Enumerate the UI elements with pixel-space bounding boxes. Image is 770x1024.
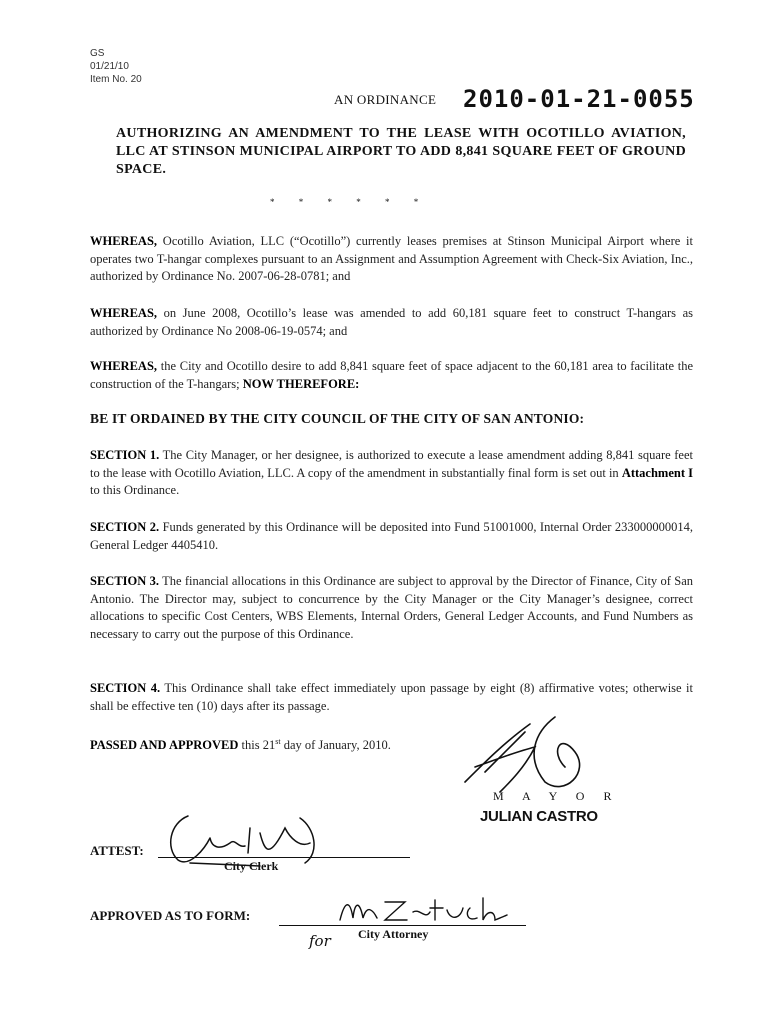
section-text: The financial allocations in this Ordinance are subject to approval by the Director of Finance, City of San Antonio. The Director may, subject to concurrence by the City Manager or the City Manager’s designee, correct allocations to specific Cost Centers, WBS Elements, Internal Orders, General Ledger Accounts, and Fund Numbers as necessary to carry out the purpose of this Ordinance. bbox=[90, 574, 693, 641]
whereas-text: Ocotillo Aviation, LLC (“Ocotillo”) currently leases premises at Stinson Municipal Airport where it operates two T-hangar complexes pursuant to an Assignment and Assumption Agreement with Check-Six Aviation, Inc., authorized by Ordinance No. 2007-06-28-0781; and bbox=[90, 234, 693, 283]
section-4 bbox=[90, 680, 693, 715]
ordinance-title: AUTHORIZING AN AMENDMENT TO THE LEASE WITH OCOTILLO AVIATION, LLC AT STINSON MUNICIPAL AIRPORT TO ADD 8,841 SQUARE FEET OF GROUND SPACE. bbox=[116, 126, 686, 177]
separator-stars: * * * * * * bbox=[270, 197, 419, 207]
section-text: The City Manager, or her designee, is authorized to execute a lease amendment adding 8,841 square feet to the lease with Ocotillo Aviation, LLC. A copy of the amendment in substantially final form is set out in bbox=[90, 448, 693, 480]
passed-text: this 21 bbox=[238, 738, 276, 753]
whereas-lead: WHEREAS, bbox=[90, 306, 158, 320]
section-text: Funds generated by this Ordinance will be deposited into Fund 51001000, Internal Order 233000000014, General Ledger 4405410. bbox=[90, 520, 694, 552]
city-clerk-signature bbox=[150, 808, 330, 888]
meta-item-number: Item No. 20 bbox=[90, 74, 142, 85]
section-3 bbox=[90, 573, 693, 643]
ordinance-number: 2010-01-21-0055 bbox=[463, 85, 695, 113]
whereas-text: on June 2008, Ocotillo’s lease was amended to add 60,181 square feet to construct T-hangars as authorized by Ordinance No 2008-06-19-0574; and bbox=[90, 306, 693, 338]
mayor-label: M A Y O R bbox=[493, 789, 613, 803]
meta-date: 01/21/10 bbox=[90, 61, 129, 72]
now-therefore: NOW THEREFORE: bbox=[239, 376, 360, 391]
section-1 bbox=[90, 447, 693, 500]
approved-as-to-form-label: APPROVED AS TO FORM: bbox=[90, 908, 251, 923]
section-text: This Ordinance shall take effect immediately upon passage by eight (8) affirmative votes; otherwise it shall be effective ten (10) days after its passage. bbox=[90, 681, 693, 713]
section-lead: SECTION 4. bbox=[90, 681, 161, 695]
whereas-paragraph-3 bbox=[90, 358, 693, 393]
passed-date-text: day of January, 2010. bbox=[280, 738, 391, 753]
section-lead: SECTION 3. bbox=[90, 574, 159, 588]
whereas-lead: WHEREAS, bbox=[90, 359, 158, 373]
whereas-lead: WHEREAS, bbox=[90, 234, 158, 248]
whereas-text: the City and Ocotillo desire to add 8,841 square feet of space adjacent to the 60,181 area to facilitate the construction of the T-hangars; bbox=[90, 359, 693, 391]
passed-lead: PASSED AND APPROVED bbox=[90, 738, 239, 753]
meta-initials: GS bbox=[90, 48, 105, 59]
passed-and-approved bbox=[90, 733, 510, 755]
attest-label: ATTEST: bbox=[90, 843, 144, 858]
date-superscript: st bbox=[275, 737, 281, 746]
whereas-paragraph-1 bbox=[90, 233, 693, 286]
for-handwritten: for bbox=[309, 932, 331, 950]
mayor-name: JULIAN CASTRO bbox=[480, 808, 598, 825]
city-attorney-signature bbox=[335, 890, 510, 930]
attachment-reference: Attachment I bbox=[621, 465, 693, 480]
ordain-heading: BE IT ORDAINED BY THE CITY COUNCIL OF THE CITY OF SAN ANTONIO: bbox=[90, 411, 585, 426]
section-lead: SECTION 2. bbox=[90, 520, 160, 534]
section-text-after: to this Ordinance. bbox=[90, 483, 180, 497]
ordinance-label: AN ORDINANCE bbox=[334, 92, 437, 107]
city-attorney-label: City Attorney bbox=[358, 927, 429, 941]
section-lead: SECTION 1. bbox=[90, 448, 160, 462]
whereas-paragraph-2 bbox=[90, 305, 693, 340]
section-2 bbox=[90, 519, 693, 554]
city-clerk-label: City Clerk bbox=[224, 859, 279, 873]
